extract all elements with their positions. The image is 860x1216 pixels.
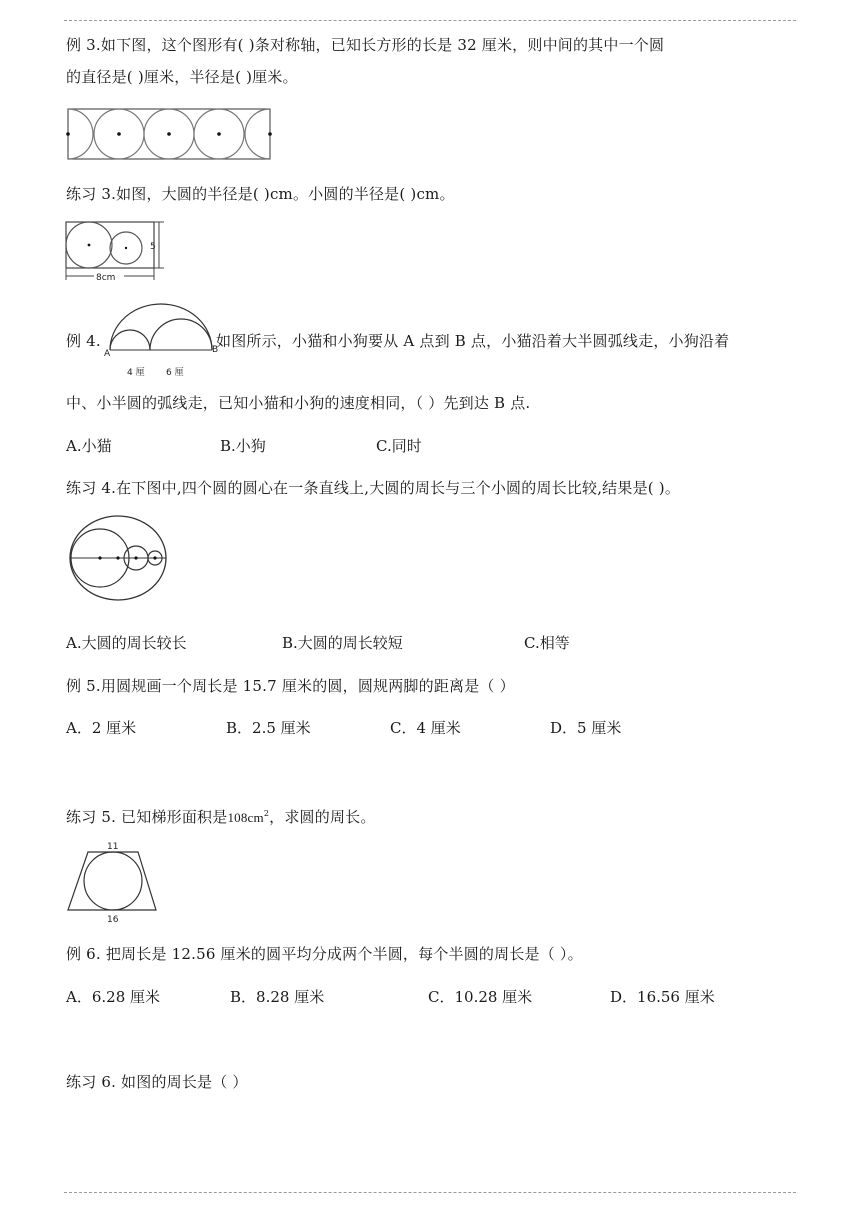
practice-4-option-a: A.大圆的周长较长 — [66, 634, 187, 652]
five-circles-in-rectangle-figure — [66, 106, 276, 162]
trapezoid-bottom-label: 16 — [107, 915, 119, 925]
practice-5-text-after: ，求圆的周长。 — [269, 808, 376, 826]
point-a-label: A — [104, 349, 111, 359]
bottom-dashed-rule — [64, 1192, 796, 1193]
label-4cm: 4 厘 — [127, 368, 145, 378]
practice-4-option-c: C.相等 — [524, 634, 570, 652]
example-4-option-b: B.小狗 — [220, 437, 266, 455]
example-4-line-1: 如图所示，小猫和小狗要从 A 点到 B 点，小猫沿着大半圆弧线走，小狗沿着 — [216, 332, 730, 350]
fig-width-label: 8cm — [96, 273, 116, 283]
point-b-label: B — [212, 345, 219, 355]
example-6-option-c: C．10.28 厘米 — [428, 988, 533, 1006]
practice-3-text: 练习 3.如图，大圆的半径是( )cm。小圆的半径是( )cm。 — [66, 185, 455, 203]
fig-height-label: 5 — [150, 242, 156, 252]
example-4-prefix: 例 4. — [66, 332, 101, 350]
example-6-option-d: D．16.56 厘米 — [610, 988, 715, 1006]
practice-4-option-b: B.大圆的周长较短 — [282, 634, 403, 652]
practice-4-text: 练习 4.在下图中,四个圆的圆心在一条直线上,大圆的周长与三个小圆的周长比较,结果是( )。 — [66, 479, 681, 497]
semicircle-paths-figure — [100, 302, 218, 380]
example-5-option-d: D．5 厘米 — [550, 719, 622, 737]
four-collinear-circles-figure — [66, 512, 170, 606]
top-dashed-rule — [64, 20, 796, 21]
practice-5-text — [66, 804, 376, 828]
trapezoid-top-label: 11 — [107, 842, 119, 852]
example-5-text: 例 5.用圆规画一个周长是 15.7 厘米的圆，圆规两脚的距离是（ ） — [66, 677, 515, 695]
example-6-option-b: B．8.28 厘米 — [230, 988, 325, 1006]
example-3-line-1: 例 3.如下图，这个图形有( )条对称轴，已知长方形的长是 32 厘米，则中间的其中一个圆 — [66, 36, 665, 54]
example-4-option-a: A.小猫 — [66, 437, 112, 455]
example-4-line-2: 中、小半圆的弧线走，已知小猫和小狗的速度相同，（ ）先到达 B 点. — [66, 394, 531, 412]
example-5-option-c: C．4 厘米 — [390, 719, 461, 737]
label-6cm: 6 厘 — [166, 368, 184, 378]
example-5-option-b: B．2.5 厘米 — [226, 719, 311, 737]
example-3-line-2: 的直径是( )厘米，半径是( )厘米。 — [66, 68, 298, 86]
practice-5-text-before: 练习 5. 已知梯形面积是 — [66, 808, 228, 826]
practice-5-area-exponent: 2 — [263, 809, 270, 818]
practice-5-area: 108cm — [227, 810, 264, 825]
example-6-text: 例 6. 把周长是 12.56 厘米的圆平均分成两个半圆，每个半圆的周长是（ ）。 — [66, 945, 583, 963]
two-circles-in-rectangle-figure — [62, 220, 172, 286]
practice-6-text: 练习 6. 如图的周长是（ ） — [66, 1073, 248, 1091]
example-5-option-a: A．2 厘米 — [66, 719, 137, 737]
example-6-option-a: A．6.28 厘米 — [66, 988, 160, 1006]
example-4-option-c: C.同时 — [376, 437, 422, 455]
trapezoid-with-circle-figure — [66, 840, 160, 926]
